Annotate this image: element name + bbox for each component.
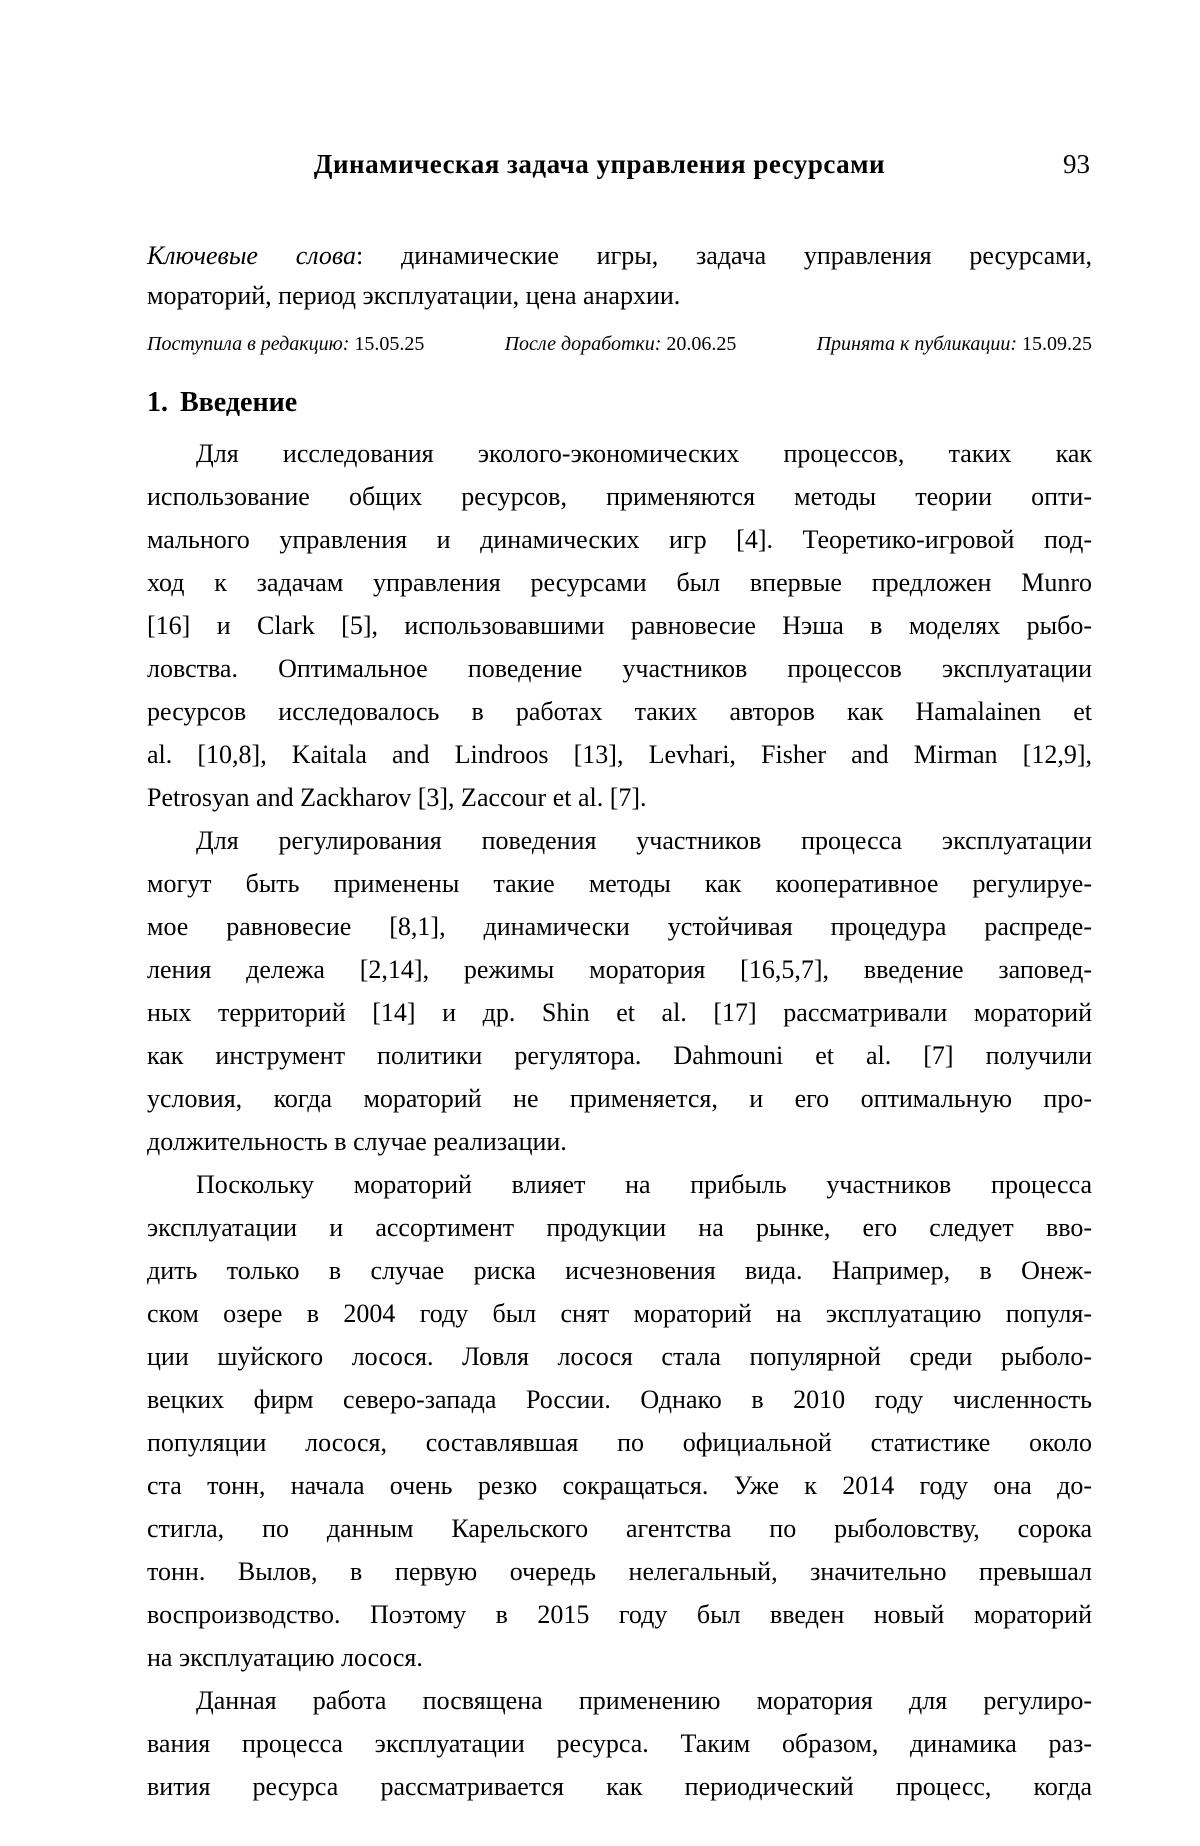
text-line: ления дележа [2,14], режимы моратория [16,5,7], введение заповед- (147, 955, 1092, 984)
text-line: ском озере в 2004 году был снят мораторий на эксплуатацию популя- (147, 1299, 1092, 1328)
text-line: Petrosyan and Zackharov [3], Zaccour et al. [7]. (147, 783, 647, 812)
text-line: ных территорий [14] и др. Shin et al. [17] рассматривали мораторий (147, 998, 1092, 1027)
text-line: Поскольку мораторий влияет на прибыль участников процесса (196, 1170, 1092, 1199)
text-line: ход к задачам управления ресурсами был впервые предложен Munro (147, 568, 1092, 597)
text-line: ции шуйского лосося. Ловля лосося стала популярной среди рыболо- (147, 1342, 1092, 1371)
text-line: могут быть применены такие методы как кооперативное регулируе- (147, 869, 1092, 898)
submission-info (147, 330, 1092, 358)
text-line: как инструмент политики регулятора. Dahmouni et al. [7] получили (147, 1041, 1092, 1070)
revised-label: После доработки: (504, 333, 662, 355)
text-line: мального управления и динамических игр [4]. Теоретико-игровой под- (147, 525, 1092, 554)
keywords-line-2: мораторий, период эксплуатации, цена анархии. (147, 281, 681, 310)
page-number: 93 (1063, 149, 1090, 179)
accepted-date: 15.09.25 (1022, 333, 1092, 355)
body-text (147, 432, 1092, 1808)
text-line: должительность в случае реализации. (147, 1127, 567, 1156)
keywords-list: : динамические игры, задача управления ресурсами, (356, 241, 1092, 270)
received-date-segment (147, 330, 424, 358)
text-line: на эксплуатацию лосося. (147, 1643, 423, 1672)
section-heading (147, 385, 1092, 421)
text-line: вития ресурса рассматривается как периодический процесс, когда (147, 1772, 1092, 1801)
text-line: al. [10,8], Kaitala and Lindroos [13], Levhari, Fisher and Mirman [12,9], (147, 740, 1092, 769)
text-line: ресурсов исследовалось в работах таких авторов как Hamalainen et (147, 697, 1092, 726)
text-line: [16] и Clark [5], использовавшими равновесие Нэша в моделях рыбо- (147, 611, 1092, 640)
keywords-line-1 (147, 236, 1092, 276)
section-title: Введение (180, 387, 298, 418)
text-line: стигла, по данным Карельского агентства по рыболовству, сорока (147, 1514, 1092, 1543)
text-line: эксплуатации и ассортимент продукции на рынке, его следует вво- (147, 1213, 1092, 1242)
text-line: условия, когда мораторий не применяется, и его оптимальную про- (147, 1084, 1092, 1113)
text-line: ста тонн, начала очень резко сокращаться. Уже к 2014 году она до- (147, 1471, 1092, 1500)
text-line: Для регулирования поведения участников процесса эксплуатации (196, 826, 1092, 855)
received-date: 15.05.25 (354, 333, 425, 355)
text-line: Для исследования эколого-экономических процессов, таких как (196, 439, 1092, 468)
text-column (147, 0, 1092, 1846)
text-line: Данная работа посвящена применению моратория для регулиро- (196, 1686, 1092, 1715)
section-number: 1. (147, 387, 168, 418)
text-line: тонн. Вылов, в первую очередь нелегальный, значительно превышал (147, 1557, 1092, 1586)
accepted-label: Принята к публикации: (816, 333, 1017, 355)
text-line: ловства. Оптимальное поведение участников процессов эксплуатации (147, 654, 1092, 683)
text-line: вецких фирм северо-запада России. Однако в 2010 году численность (147, 1385, 1092, 1414)
keywords-label: Ключевые слова (147, 241, 357, 270)
text-line: популяции лосося, составлявшая по официальной статистике около (147, 1428, 1092, 1457)
accepted-date-segment (817, 330, 1092, 358)
received-label: Поступила в редакцию: (147, 333, 350, 355)
text-line: вания процесса эксплуатации ресурса. Таким образом, динамика раз- (147, 1729, 1092, 1758)
text-line: воспроизводство. Поэтому в 2015 году был введен новый мораторий (147, 1600, 1092, 1629)
text-line: использование общих ресурсов, применяются методы теории опти- (147, 482, 1092, 511)
running-head-title: Динамическая задача управления ресурсами (313, 149, 886, 179)
revised-date: 20.06.25 (666, 333, 737, 355)
keywords-block (147, 236, 1092, 316)
text-line: дить только в случае риска исчезновения вида. Например, в Онеж- (147, 1256, 1092, 1285)
running-head (147, 146, 1092, 182)
text-line: мое равновесие [8,1], динамически устойчивая процедура распреде- (147, 912, 1092, 941)
revised-date-segment (505, 330, 737, 358)
